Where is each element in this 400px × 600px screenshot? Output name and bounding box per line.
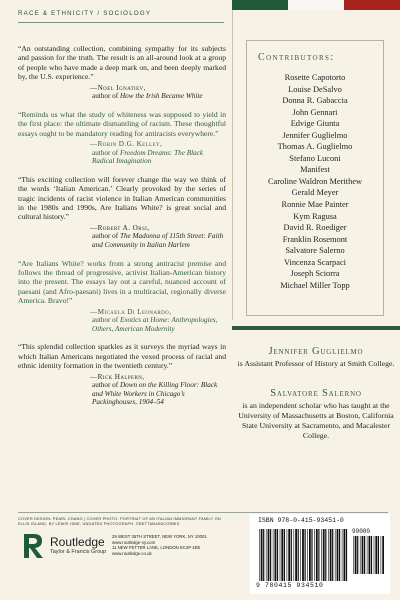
- address-line: 29 WEST 35TH STREET, NEW YORK, NY 10001: [112, 534, 207, 539]
- blurb-work-prefix: author of: [92, 232, 120, 241]
- contributor-name: Rosette Capotorto: [284, 73, 346, 82]
- address-line: www.routledge-ny.com: [112, 539, 156, 545]
- editor-bio: is an independent scholar who has taught at the University of Massachusetts at Boston, California State University at Sacramento, and Macalester College.: [238, 401, 394, 440]
- price-barcode-icon: [352, 536, 384, 574]
- blurb-work: [90, 381, 226, 407]
- blurb-text: “An outstanding collection, combining sympathy for its subjects and passion for the truth. The result is an all-around look at a group of people who have made a deep mark on, and been deeply marked by, the U.S. experience.”: [18, 44, 226, 82]
- footer-divider: [18, 512, 388, 513]
- contributors-list: [246, 72, 384, 291]
- blurb-text: “This exciting collection will forever change the way we think of the words ‘Italian American.’ Clearly provoked by the series of tragic incidents of racist violence in Italian American communities in the 1980s and 1990s, Are Italians White? is great social and cultural history.”: [18, 174, 226, 222]
- publisher-address: [112, 534, 230, 556]
- contributor-name: Donna R. Gabaccia: [282, 96, 348, 106]
- contributor-name: Franklin Rosemont: [282, 234, 348, 244]
- blurb: [18, 259, 226, 334]
- blurb-attribution: [18, 308, 226, 334]
- contributor-name: Thomas A. Guglielmo: [277, 142, 353, 152]
- blurb-author: —Robert A. Orsi,: [90, 223, 150, 232]
- contributor-name: Edvige Giunta: [290, 119, 340, 129]
- contributor-name: Salvatore Salerno: [285, 246, 345, 256]
- blurb: [18, 44, 226, 101]
- blurb-work-title: Exotics at Home: Anthropologies, Others, American Modernity: [92, 316, 218, 333]
- category-label: RACE & ETHNICITY / SOCIOLOGY: [18, 10, 152, 17]
- address-line: www.routledge.co.uk: [112, 550, 152, 556]
- blurb-attribution: [18, 84, 226, 101]
- blurb-work-prefix: author of: [92, 316, 120, 325]
- blurb-author: —Robin D.G. Kelley,: [90, 140, 163, 149]
- contributor-name: Jennifer Guglielmo: [282, 130, 348, 140]
- blurb-work-prefix: author of: [92, 92, 120, 101]
- blurb-work: [90, 149, 226, 166]
- blurb-text: “Are Italians White? works from a strong antiracist premise and follows the thread of progressive, activist Italian-American history into the present. The essays lay out a careful, nuanced account of paesani (and Afro-paesani) lives in a multiracial, regionally diverse America. Bravo!”: [18, 258, 226, 306]
- blurb-work-title: Down on the Killing Floor: Black and White Workers in Chicago’s Packinghouses, 1904–54: [92, 381, 218, 407]
- publisher-name: Routledge: [50, 535, 105, 549]
- blurb: [18, 342, 226, 407]
- flag-stripe-red: [344, 0, 400, 10]
- contributor-name: Michael Miller Topp: [280, 280, 350, 290]
- barcode-icon: [258, 529, 348, 581]
- routledge-logo-icon: [20, 532, 46, 560]
- blurbs-column: [18, 44, 226, 416]
- blurb-text: “Reminds us what the study of whiteness was supposed to yield in the first place: the ultimate dismantling of racism. These thoughtful essays ought to be mandatory reading for antiracists everywhere.”: [18, 109, 226, 138]
- contributor-name: Gerald Meyer: [291, 188, 339, 198]
- blurb-author: —Noel Ignatiev,: [90, 83, 146, 92]
- blurb-text: “This splendid collection sparkles as it surveys the myriad ways in which Italian Americans negotiated the vexed process of racial and ethnic identity formation in the twentieth century.”: [18, 342, 226, 371]
- barcode-digits: 9 780415 934510: [256, 582, 324, 589]
- contributor-name: Manifest: [300, 165, 330, 175]
- contributor-name: Kym Ragusa: [293, 211, 337, 221]
- blurb-work-title: Freedom Dreams: The Black Radical Imagination: [92, 148, 204, 166]
- blurb-author: —Micaela Di Leonardo,: [90, 307, 172, 316]
- contributors-heading: Contributors:: [258, 52, 335, 63]
- category-divider: [18, 22, 224, 23]
- contributor-name: Caroline Waldron Merithew: [267, 176, 363, 186]
- isbn: ISBN 978-0-415-93451-0: [258, 517, 344, 524]
- publisher-group: Taylor & Francis Group: [50, 549, 107, 555]
- editor-block: [232, 388, 400, 441]
- blurb-work-prefix: author of: [92, 148, 120, 157]
- blurb-work-title: The Madonna of 115th Street: Faith and Community in Italian Harlem: [92, 232, 224, 250]
- blurb: [18, 175, 226, 250]
- editor-name: Jennifer Guglielmo: [268, 346, 364, 357]
- blurb-work-title: How the Irish Became White: [119, 92, 203, 101]
- editor-bio: is Assistant Professor of History at Smith College.: [237, 359, 395, 368]
- address-line: 11 NEW FETTER LANE, LONDON EC4P 4EE: [112, 545, 201, 551]
- price-code: 90000: [352, 528, 371, 535]
- contributor-name: Ronnie Mae Painter: [281, 200, 349, 210]
- cover-credits: COVER DESIGN: PEARL CHANG | COVER PHOTO: PORTRAIT OF AN ITALIAN IMMIGRANT FAMILY ON ELLIS ISLAND, BY LEWIS HINE, UNDATED PHOTOGRAPH. ©BETTMANN/CORBIS: [18, 516, 221, 526]
- flag-stripe-white: [288, 0, 344, 10]
- blurb-work-prefix: author of: [92, 381, 120, 390]
- contributor-name: John Gennari: [292, 107, 338, 117]
- editor-block: [232, 346, 400, 369]
- blurb-attribution: [18, 224, 226, 250]
- blurb-attribution: [18, 140, 226, 166]
- contributor-name: Stefano Luconi: [289, 153, 341, 163]
- blurb-author: —Rick Halpern,: [90, 372, 145, 381]
- blurb-attribution: [18, 373, 226, 407]
- editor-name: Salvatore Salerno: [270, 388, 362, 399]
- blurb-work: [90, 92, 226, 101]
- blurb-work: [90, 232, 226, 249]
- contributor-name: Louise DeSalvo: [288, 84, 342, 94]
- flag-stripe-green: [232, 0, 288, 10]
- blurb-work: [90, 316, 226, 333]
- contributor-name: David R. Roediger: [283, 223, 347, 233]
- contributor-name: Joseph Sciorra: [290, 269, 340, 279]
- editors-divider: [232, 326, 400, 330]
- blurb: [18, 110, 226, 166]
- contributor-name: Vincenza Scarpaci: [283, 257, 347, 267]
